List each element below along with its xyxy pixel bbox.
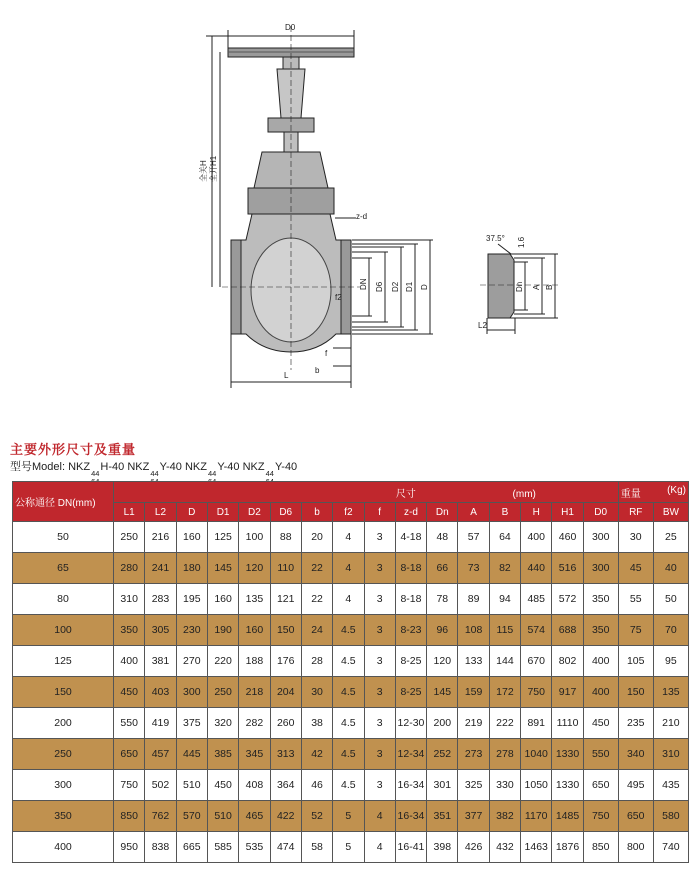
table-cell: 650 [618, 801, 653, 832]
table-cell: 450 [114, 677, 145, 708]
table-cell: 280 [114, 553, 145, 584]
table-cell: 55 [618, 584, 653, 615]
table-cell: 1170 [521, 801, 552, 832]
column-header: D0 [583, 503, 618, 522]
table-cell: 403 [145, 677, 176, 708]
table-cell: 105 [618, 646, 653, 677]
table-cell: 216 [145, 522, 176, 553]
label-a: A [532, 284, 541, 290]
column-header: RF [618, 503, 653, 522]
table-cell: 160 [239, 615, 270, 646]
model-prefix: 型号Model: NKZ [10, 461, 91, 473]
table-cell: 400 [583, 646, 618, 677]
table-cell: 200 [427, 708, 458, 739]
table-cell: 58 [301, 832, 332, 863]
table-cell: 850 [583, 832, 618, 863]
table-cell: 108 [458, 615, 489, 646]
table-cell: 419 [145, 708, 176, 739]
table-cell: 1463 [521, 832, 552, 863]
dn-header: 公称通径 DN(mm) [13, 482, 114, 522]
table-column-row [13, 503, 689, 522]
table-cell: 750 [114, 770, 145, 801]
table-cell: 572 [552, 584, 583, 615]
table-cell: 750 [521, 677, 552, 708]
table-cell: 180 [176, 553, 207, 584]
table-cell: 190 [207, 615, 238, 646]
table-cell: 219 [458, 708, 489, 739]
table-cell: 135 [239, 584, 270, 615]
table-cell: 345 [239, 739, 270, 770]
table-cell: 535 [239, 832, 270, 863]
table-cell: 94 [489, 584, 520, 615]
table-cell: 740 [653, 832, 688, 863]
dn-cell: 300 [13, 770, 114, 801]
table-cell: 516 [552, 553, 583, 584]
table-row [13, 615, 689, 646]
table-cell: 802 [552, 646, 583, 677]
table-cell: 78 [427, 584, 458, 615]
table-cell: 450 [583, 708, 618, 739]
butt-weld-end-detail [488, 254, 514, 318]
label-h-close: 全关H [199, 160, 208, 182]
weight-header [618, 482, 688, 503]
table-cell: 24 [301, 615, 332, 646]
table-cell: 400 [114, 646, 145, 677]
table-cell: 665 [176, 832, 207, 863]
table-cell: 8-23 [395, 615, 426, 646]
table-cell: 115 [489, 615, 520, 646]
column-header: A [458, 503, 489, 522]
table-cell: 278 [489, 739, 520, 770]
table-cell: 121 [270, 584, 301, 615]
model-suffix-3: Y-40 NKZ [217, 461, 265, 473]
label-h-open: 全开H1 [209, 155, 218, 182]
table-cell: 210 [653, 708, 688, 739]
model-suffix-2: Y-40 NKZ [159, 461, 207, 473]
table-cell: 160 [207, 584, 238, 615]
table-cell: 502 [145, 770, 176, 801]
table-cell: 445 [176, 739, 207, 770]
table-cell: 16-34 [395, 770, 426, 801]
table-cell: 650 [583, 770, 618, 801]
table-cell: 650 [114, 739, 145, 770]
table-cell: 750 [583, 801, 618, 832]
table-cell: 282 [239, 708, 270, 739]
table-cell: 120 [427, 646, 458, 677]
table-cell: 1040 [521, 739, 552, 770]
table-cell: 52 [301, 801, 332, 832]
table-cell: 20 [301, 522, 332, 553]
column-header: D1 [207, 503, 238, 522]
table-cell: 40 [653, 553, 688, 584]
column-header: B [489, 503, 520, 522]
table-cell: 891 [521, 708, 552, 739]
table-cell: 1330 [552, 770, 583, 801]
table-cell: 241 [145, 553, 176, 584]
dimension-unit: (mm) [512, 488, 536, 500]
table-cell: 3 [364, 584, 395, 615]
table-cell: 688 [552, 615, 583, 646]
table-cell: 310 [653, 739, 688, 770]
table-cell: 550 [114, 708, 145, 739]
column-header: L2 [145, 503, 176, 522]
table-cell: 195 [176, 584, 207, 615]
table-cell: 4 [364, 832, 395, 863]
table-cell: 426 [458, 832, 489, 863]
dn-cell: 80 [13, 584, 114, 615]
table-cell: 22 [301, 584, 332, 615]
column-header: b [301, 503, 332, 522]
table-cell: 4.5 [333, 677, 364, 708]
table-cell: 917 [552, 677, 583, 708]
table-cell: 305 [145, 615, 176, 646]
label-z-d: z-d [356, 212, 368, 221]
valve-technical-drawing [0, 0, 700, 430]
table-cell: 135 [653, 677, 688, 708]
label-d2: D2 [391, 281, 400, 292]
table-cell: 400 [521, 522, 552, 553]
table-cell: 510 [176, 770, 207, 801]
frac-top: 44 [150, 469, 159, 478]
table-cell: 3 [364, 739, 395, 770]
label-thickness: 1.6 [517, 236, 526, 248]
table-cell: 57 [458, 522, 489, 553]
table-cell: 950 [114, 832, 145, 863]
table-cell: 28 [301, 646, 332, 677]
column-header: H1 [552, 503, 583, 522]
table-cell: 75 [618, 615, 653, 646]
table-cell: 474 [270, 832, 301, 863]
table-cell: 432 [489, 832, 520, 863]
dn-cell: 150 [13, 677, 114, 708]
table-cell: 100 [239, 522, 270, 553]
table-cell: 8-25 [395, 646, 426, 677]
table-body [13, 522, 689, 863]
table-cell: 762 [145, 801, 176, 832]
table-cell: 12-30 [395, 708, 426, 739]
table-cell: 88 [270, 522, 301, 553]
table-cell: 150 [270, 615, 301, 646]
dn-cell: 50 [13, 522, 114, 553]
table-cell: 133 [458, 646, 489, 677]
dn-cell: 65 [13, 553, 114, 584]
label-f: f [325, 349, 328, 358]
table-header-row [13, 482, 689, 503]
table-row [13, 801, 689, 832]
label-d0: D0 [285, 23, 296, 32]
table-cell: 4.5 [333, 646, 364, 677]
column-header: z-d [395, 503, 426, 522]
label-dn-right: Dn [515, 281, 524, 292]
table-cell: 12-34 [395, 739, 426, 770]
table-cell: 160 [176, 522, 207, 553]
table-cell: 110 [270, 553, 301, 584]
table-cell: 377 [458, 801, 489, 832]
table-cell: 172 [489, 677, 520, 708]
table-cell: 580 [653, 801, 688, 832]
table-cell: 4.5 [333, 770, 364, 801]
table-cell: 145 [427, 677, 458, 708]
column-header: f2 [333, 503, 364, 522]
table-cell: 46 [301, 770, 332, 801]
table-cell: 800 [618, 832, 653, 863]
table-cell: 144 [489, 646, 520, 677]
table-cell: 8-25 [395, 677, 426, 708]
table-cell: 350 [583, 615, 618, 646]
table-cell: 440 [521, 553, 552, 584]
column-header: Dn [427, 503, 458, 522]
label-b-right: B [545, 284, 554, 290]
table-cell: 16-41 [395, 832, 426, 863]
table-cell: 585 [207, 832, 238, 863]
table-cell: 95 [653, 646, 688, 677]
table-cell: 159 [458, 677, 489, 708]
table-cell: 42 [301, 739, 332, 770]
table-row [13, 522, 689, 553]
dn-cell: 200 [13, 708, 114, 739]
table-cell: 838 [145, 832, 176, 863]
column-header: BW [653, 503, 688, 522]
table-cell: 176 [270, 646, 301, 677]
table-cell: 145 [207, 553, 238, 584]
table-cell: 351 [427, 801, 458, 832]
table-cell: 330 [489, 770, 520, 801]
table-cell: 222 [489, 708, 520, 739]
table-cell: 1110 [552, 708, 583, 739]
dimensions-table [12, 481, 689, 863]
table-cell: 8-18 [395, 584, 426, 615]
table-cell: 574 [521, 615, 552, 646]
table-cell: 408 [239, 770, 270, 801]
table-cell: 5 [333, 801, 364, 832]
table-cell: 325 [458, 770, 489, 801]
label-l: L [284, 371, 289, 380]
column-header: f [364, 503, 395, 522]
table-cell: 422 [270, 801, 301, 832]
dn-cell: 100 [13, 615, 114, 646]
table-cell: 457 [145, 739, 176, 770]
table-cell: 283 [145, 584, 176, 615]
column-header: D6 [270, 503, 301, 522]
table-cell: 300 [176, 677, 207, 708]
table-cell: 1485 [552, 801, 583, 832]
label-d6: D6 [375, 281, 384, 292]
table-row [13, 677, 689, 708]
table-cell: 300 [583, 522, 618, 553]
label-l2: L2 [478, 321, 487, 330]
table-cell: 204 [270, 677, 301, 708]
table-cell: 150 [618, 677, 653, 708]
table-cell: 25 [653, 522, 688, 553]
table-cell: 4 [333, 553, 364, 584]
dn-cell: 400 [13, 832, 114, 863]
dn-cell: 350 [13, 801, 114, 832]
table-cell: 4 [333, 584, 364, 615]
frac-top: 44 [91, 469, 100, 478]
table-cell: 252 [427, 739, 458, 770]
table-cell: 5 [333, 832, 364, 863]
table-cell: 340 [618, 739, 653, 770]
table-cell: 301 [427, 770, 458, 801]
table-cell: 550 [583, 739, 618, 770]
table-cell: 235 [618, 708, 653, 739]
table-cell: 570 [176, 801, 207, 832]
weight-header-label: 重量 [620, 488, 641, 500]
table-cell: 188 [239, 646, 270, 677]
table-cell: 220 [207, 646, 238, 677]
table-cell: 485 [521, 584, 552, 615]
dimension-header [114, 482, 619, 503]
table-cell: 4.5 [333, 615, 364, 646]
table-cell: 22 [301, 553, 332, 584]
dimension-header-label: 尺寸 [395, 488, 416, 500]
table-cell: 96 [427, 615, 458, 646]
table-cell: 670 [521, 646, 552, 677]
table-cell: 3 [364, 677, 395, 708]
table-cell: 4.5 [333, 708, 364, 739]
section-title: 主要外形尺寸及重量 [10, 442, 137, 457]
frac-top: 44 [207, 469, 217, 478]
table-cell: 120 [239, 553, 270, 584]
label-angle: 37.5° [486, 234, 505, 243]
column-header: L1 [114, 503, 145, 522]
table-row [13, 832, 689, 863]
table-cell: 66 [427, 553, 458, 584]
table-cell: 400 [583, 677, 618, 708]
label-d1: D1 [405, 281, 414, 292]
table-cell: 50 [653, 584, 688, 615]
table-cell: 30 [301, 677, 332, 708]
table-cell: 1050 [521, 770, 552, 801]
table-cell: 465 [239, 801, 270, 832]
column-header: D2 [239, 503, 270, 522]
dn-cell: 250 [13, 739, 114, 770]
table-cell: 1330 [552, 739, 583, 770]
table-cell: 460 [552, 522, 583, 553]
table-cell: 300 [583, 553, 618, 584]
column-header: D [176, 503, 207, 522]
table-cell: 350 [583, 584, 618, 615]
table-row [13, 739, 689, 770]
table-cell: 4 [333, 522, 364, 553]
table-cell: 1876 [552, 832, 583, 863]
table-cell: 8-18 [395, 553, 426, 584]
dn-cell: 125 [13, 646, 114, 677]
table-cell: 3 [364, 615, 395, 646]
table-cell: 250 [114, 522, 145, 553]
table-cell: 260 [270, 708, 301, 739]
table-cell: 385 [207, 739, 238, 770]
table-cell: 435 [653, 770, 688, 801]
table-row [13, 646, 689, 677]
table-cell: 313 [270, 739, 301, 770]
table-cell: 125 [207, 522, 238, 553]
table-cell: 64 [489, 522, 520, 553]
table-row [13, 553, 689, 584]
table-cell: 30 [618, 522, 653, 553]
table-cell: 4.5 [333, 739, 364, 770]
table-cell: 850 [114, 801, 145, 832]
model-suffix-4: Y-40 [274, 461, 298, 473]
table-row [13, 770, 689, 801]
table-cell: 398 [427, 832, 458, 863]
table-cell: 16-34 [395, 801, 426, 832]
label-b: b [315, 366, 320, 375]
table-cell: 82 [489, 553, 520, 584]
table-row [13, 708, 689, 739]
table-row [13, 584, 689, 615]
table-cell: 273 [458, 739, 489, 770]
weight-unit: (Kg) [667, 484, 686, 496]
column-header: H [521, 503, 552, 522]
table-cell: 3 [364, 522, 395, 553]
table-cell: 510 [207, 801, 238, 832]
table-cell: 381 [145, 646, 176, 677]
table-cell: 382 [489, 801, 520, 832]
table-cell: 320 [207, 708, 238, 739]
table-cell: 350 [114, 615, 145, 646]
table-cell: 70 [653, 615, 688, 646]
table-cell: 270 [176, 646, 207, 677]
table-cell: 3 [364, 708, 395, 739]
model-suffix-1: H-40 NKZ [100, 461, 150, 473]
table-cell: 375 [176, 708, 207, 739]
table-cell: 3 [364, 646, 395, 677]
table-cell: 89 [458, 584, 489, 615]
table-cell: 38 [301, 708, 332, 739]
table-cell: 364 [270, 770, 301, 801]
table-cell: 250 [207, 677, 238, 708]
label-d: D [420, 284, 429, 290]
frac-top: 44 [265, 469, 274, 478]
label-f2: f2 [335, 293, 342, 302]
table-cell: 45 [618, 553, 653, 584]
table-cell: 48 [427, 522, 458, 553]
table-cell: 73 [458, 553, 489, 584]
table-cell: 310 [114, 584, 145, 615]
table-cell: 218 [239, 677, 270, 708]
table-cell: 4 [364, 801, 395, 832]
label-dn: DN [359, 278, 368, 290]
table-cell: 450 [207, 770, 238, 801]
table-cell: 3 [364, 553, 395, 584]
table-cell: 4-18 [395, 522, 426, 553]
table-cell: 3 [364, 770, 395, 801]
table-cell: 230 [176, 615, 207, 646]
table-cell: 495 [618, 770, 653, 801]
